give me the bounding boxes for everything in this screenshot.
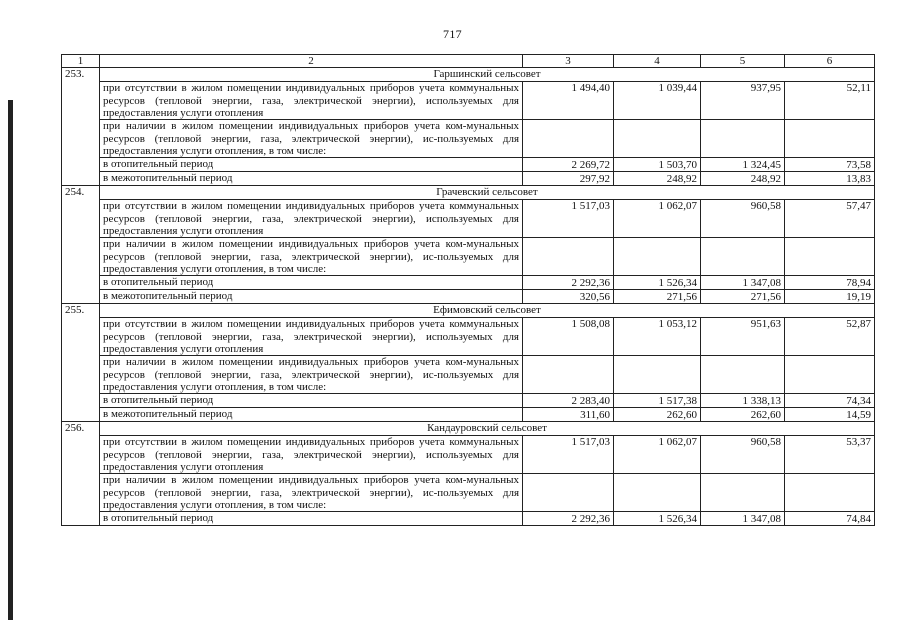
value-col-6 [785,238,875,276]
value-col-4 [614,120,701,158]
value-col-5: 1 324,45 [701,158,785,172]
value-col-4: 1 526,34 [614,276,701,290]
value-col-4: 262,60 [614,408,701,422]
value-col-4: 1 062,07 [614,436,701,474]
column-header: 1 [62,55,100,68]
value-col-5 [701,120,785,158]
value-col-5: 1 338,13 [701,394,785,408]
value-col-3: 1 508,08 [523,318,614,356]
table-row [62,512,875,526]
binding-edge [8,100,13,620]
value-col-6: 73,58 [785,158,875,172]
section-name: Гаршинский сельсовет [100,68,875,82]
value-col-4: 248,92 [614,172,701,186]
row-description: в отопительный период [100,276,523,290]
section-number: 253. [62,68,100,186]
value-col-5: 248,92 [701,172,785,186]
section-header-row [62,68,875,82]
column-header: 3 [523,55,614,68]
column-header: 5 [701,55,785,68]
value-col-3: 311,60 [523,408,614,422]
section-header-row [62,304,875,318]
table-row [62,394,875,408]
value-col-5: 951,63 [701,318,785,356]
value-col-6: 53,37 [785,436,875,474]
value-col-3 [523,356,614,394]
section-header-row [62,422,875,436]
value-col-4: 1 526,34 [614,512,701,526]
row-description: при наличии в жилом помещении индивидуальных приборов учета ком-мунальных ресурсов (тепловой энергии, газа, электрической энергии), ис-пользуемых для предоставления услуги отопления, в том числе: [100,474,523,512]
value-col-5 [701,356,785,394]
value-col-3: 1 517,03 [523,436,614,474]
value-col-5: 271,56 [701,290,785,304]
table-row [62,356,875,394]
table-row [62,172,875,186]
table-row [62,82,875,120]
table-row [62,474,875,512]
table-row [62,408,875,422]
section-name: Ефимовский сельсовет [100,304,875,318]
row-description: в межотопительный период [100,408,523,422]
table-row [62,276,875,290]
row-description: в межотопительный период [100,172,523,186]
value-col-5: 1 347,08 [701,276,785,290]
row-description: при наличии в жилом помещении индивидуальных приборов учета ком-мунальных ресурсов (тепловой энергии, газа, электрической энергии), ис-пользуемых для предоставления услуги отопления, в том числе: [100,120,523,158]
value-col-3: 1 517,03 [523,200,614,238]
value-col-6: 74,84 [785,512,875,526]
value-col-3 [523,120,614,158]
value-col-3: 2 283,40 [523,394,614,408]
value-col-6 [785,356,875,394]
value-col-6: 13,83 [785,172,875,186]
value-col-4: 1 517,38 [614,394,701,408]
value-col-6 [785,120,875,158]
table-row [62,290,875,304]
value-col-3: 2 292,36 [523,512,614,526]
value-col-4 [614,238,701,276]
value-col-3: 2 269,72 [523,158,614,172]
column-header: 4 [614,55,701,68]
table-row [62,158,875,172]
value-col-4: 1 503,70 [614,158,701,172]
value-col-4 [614,356,701,394]
value-col-6: 74,34 [785,394,875,408]
value-col-3: 2 292,36 [523,276,614,290]
value-col-6 [785,474,875,512]
column-header: 6 [785,55,875,68]
value-col-6: 52,87 [785,318,875,356]
page-number: 717 [443,27,462,41]
table-row [62,200,875,238]
value-col-6: 52,11 [785,82,875,120]
value-col-6: 78,94 [785,276,875,290]
column-header-row [62,55,875,68]
value-col-5: 1 347,08 [701,512,785,526]
value-col-4: 1 053,12 [614,318,701,356]
column-header: 2 [100,55,523,68]
value-col-5: 937,95 [701,82,785,120]
value-col-4: 271,56 [614,290,701,304]
row-description: в отопительный период [100,158,523,172]
value-col-6: 14,59 [785,408,875,422]
section-name: Кандауровский сельсовет [100,422,875,436]
table-row [62,120,875,158]
section-number: 256. [62,422,100,526]
row-description: при отсутствии в жилом помещении индивидуальных приборов учета коммунальных ресурсов (тепловой энергии, газа, электрической энергии), используемых для предоставления услуги отопления [100,82,523,120]
section-number: 254. [62,186,100,304]
value-col-4 [614,474,701,512]
value-col-5: 262,60 [701,408,785,422]
value-col-6: 19,19 [785,290,875,304]
row-description: при наличии в жилом помещении индивидуальных приборов учета ком-мунальных ресурсов (тепловой энергии, газа, электрической энергии), ис-пользуемых для предоставления услуги отопления, в том числе: [100,356,523,394]
row-description: при отсутствии в жилом помещении индивидуальных приборов учета коммунальных ресурсов (тепловой энергии, газа, электрической энергии), используемых для предоставления услуги отопления [100,200,523,238]
value-col-3: 297,92 [523,172,614,186]
value-col-3: 320,56 [523,290,614,304]
table-row [62,318,875,356]
section-name: Грачевский сельсовет [100,186,875,200]
value-col-5: 960,58 [701,436,785,474]
row-description: при отсутствии в жилом помещении индивидуальных приборов учета коммунальных ресурсов (тепловой энергии, газа, электрической энергии), используемых для предоставления услуги отопления [100,318,523,356]
value-col-5: 960,58 [701,200,785,238]
table-row [62,238,875,276]
tariff-table [61,54,875,526]
row-description: в межотопительный период [100,290,523,304]
table-row [62,436,875,474]
value-col-6: 57,47 [785,200,875,238]
value-col-5 [701,474,785,512]
row-description: при отсутствии в жилом помещении индивидуальных приборов учета коммунальных ресурсов (тепловой энергии, газа, электрической энергии), используемых для предоставления услуги отопления [100,436,523,474]
value-col-3: 1 494,40 [523,82,614,120]
row-description: в отопительный период [100,512,523,526]
value-col-4: 1 062,07 [614,200,701,238]
row-description: при наличии в жилом помещении индивидуальных приборов учета ком-мунальных ресурсов (тепловой энергии, газа, электрической энергии), ис-пользуемых для предоставления услуги отопления, в том числе: [100,238,523,276]
value-col-4: 1 039,44 [614,82,701,120]
value-col-3 [523,238,614,276]
row-description: в отопительный период [100,394,523,408]
section-number: 255. [62,304,100,422]
value-col-3 [523,474,614,512]
value-col-5 [701,238,785,276]
section-header-row [62,186,875,200]
